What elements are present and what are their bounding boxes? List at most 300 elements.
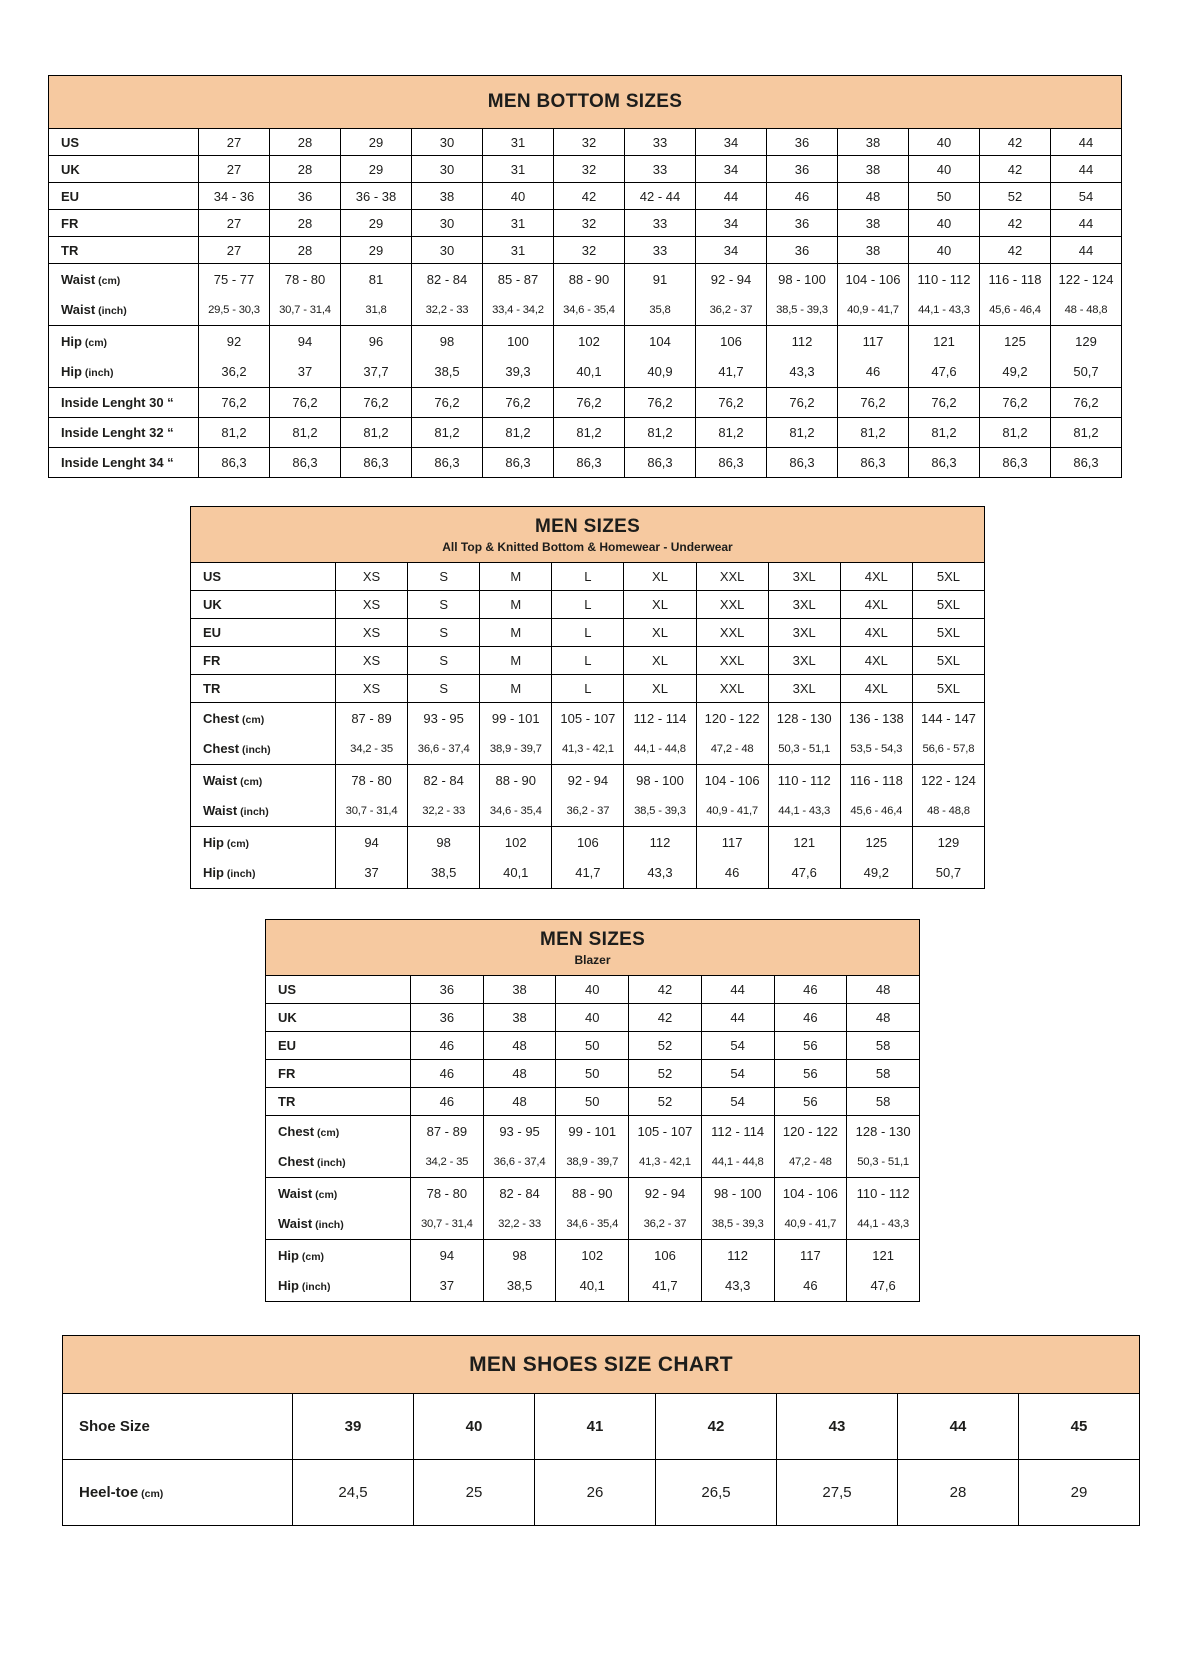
table-cell: 34 - 36	[199, 183, 270, 210]
table-cell: 43,3	[701, 1271, 774, 1302]
table-cell: 30	[412, 129, 483, 156]
table-cell: 86,3	[341, 448, 412, 478]
row-label	[191, 734, 336, 765]
row-label	[191, 827, 336, 858]
table-cell: 110 - 112	[909, 264, 980, 295]
table-row	[191, 619, 985, 647]
table-cell: 38	[838, 237, 909, 264]
table-cell: 76,2	[412, 388, 483, 418]
row-label-unit: (inch)	[237, 806, 269, 819]
table-cell: 76,2	[696, 388, 767, 418]
men-bottom-sizes-table	[48, 75, 1122, 478]
table-cell: 46	[411, 1032, 484, 1060]
table-cell: 38	[838, 210, 909, 237]
row-label-unit: (cm)	[95, 274, 121, 287]
table-row	[191, 591, 985, 619]
table-cell: 76,2	[838, 388, 909, 418]
row-label	[266, 1004, 411, 1032]
table-cell: 81,2	[909, 418, 980, 448]
table-cell: 87 - 89	[336, 703, 408, 734]
table-cell: 98	[412, 326, 483, 357]
table-cell: 42	[980, 156, 1051, 183]
table-cell: 25	[414, 1460, 535, 1526]
table-cell: 86,3	[412, 448, 483, 478]
table-row	[49, 156, 1122, 183]
table-cell: 98 - 100	[701, 1178, 774, 1209]
table-cell: 46	[411, 1060, 484, 1088]
table-cell: 81,2	[838, 418, 909, 448]
row-label-text: UK	[203, 597, 222, 612]
table-cell: 38	[412, 183, 483, 210]
table-cell: 128 - 130	[847, 1116, 920, 1147]
table-cell: 42	[980, 237, 1051, 264]
table-cell: 37	[270, 357, 341, 388]
table-cell: 44	[1051, 210, 1122, 237]
table-cell: 86,3	[554, 448, 625, 478]
table-cell: L	[552, 619, 624, 647]
table-cell: 91	[625, 264, 696, 295]
table-cell: 37	[336, 858, 408, 889]
table-cell: 104	[625, 326, 696, 357]
table-row	[49, 388, 1122, 418]
table-cell: XXL	[696, 675, 768, 703]
table-cell: 121	[909, 326, 980, 357]
table-cell: 34	[696, 210, 767, 237]
table-cell: 30	[412, 156, 483, 183]
table-cell: 27	[199, 156, 270, 183]
table-cell: 48 - 48,8	[1051, 295, 1122, 326]
table-cell: 92 - 94	[629, 1178, 702, 1209]
table-cell: 48	[847, 976, 920, 1004]
row-label	[49, 156, 199, 183]
table-cell: 30	[412, 237, 483, 264]
table-cell: 40,9	[625, 357, 696, 388]
table-cell: 38,9 - 39,7	[480, 734, 552, 765]
table-cell: 24,5	[293, 1460, 414, 1526]
table-row	[266, 1240, 920, 1271]
table-cell: XXL	[696, 647, 768, 675]
table-cell: 48	[483, 1060, 556, 1088]
table-cell: 52	[629, 1032, 702, 1060]
table-cell: 40	[909, 156, 980, 183]
table-row	[266, 1060, 920, 1088]
table-cell: 98	[408, 827, 480, 858]
table-cell: 5XL	[912, 675, 984, 703]
table-cell: 32,2 - 33	[408, 796, 480, 827]
table-cell: 26,5	[656, 1460, 777, 1526]
row-label-unit: (cm)	[314, 1126, 340, 1139]
row-label	[191, 796, 336, 827]
row-label-text: TR	[203, 681, 221, 696]
table-cell: XS	[336, 647, 408, 675]
table-cell: 29	[341, 129, 412, 156]
table-cell: 33	[625, 129, 696, 156]
table-cell: 48	[847, 1004, 920, 1032]
table-cell: 88 - 90	[554, 264, 625, 295]
table-cell: 120 - 122	[774, 1116, 847, 1147]
table-cell: 3XL	[768, 619, 840, 647]
table-cell: 38,5 - 39,3	[624, 796, 696, 827]
table-cell: 33,4 - 34,2	[483, 295, 554, 326]
row-label-text: US	[61, 134, 80, 150]
table-row	[266, 1209, 920, 1240]
table-cell: 36	[767, 210, 838, 237]
table-cell: 42	[629, 1004, 702, 1032]
table-cell: 99 - 101	[480, 703, 552, 734]
table-row	[49, 295, 1122, 326]
table-cell: 30,7 - 31,4	[270, 295, 341, 326]
row-label-text: Chest	[278, 1154, 315, 1170]
table-cell: 38,5	[483, 1271, 556, 1302]
table-cell: 116 - 118	[840, 765, 912, 796]
row-label-text: FR	[61, 215, 79, 231]
row-label-unit: (inch)	[239, 744, 271, 757]
table-cell: 93 - 95	[483, 1116, 556, 1147]
table-row	[49, 418, 1122, 448]
row-label-text: Waist	[61, 271, 96, 287]
table-cell: 45,6 - 46,4	[980, 295, 1051, 326]
table-cell: S	[408, 591, 480, 619]
table-cell: 38	[838, 156, 909, 183]
row-label-text: Shoe Size	[79, 1418, 150, 1435]
table-cell: 81	[341, 264, 412, 295]
table-cell: 81,2	[625, 418, 696, 448]
table-cell: 46	[774, 1004, 847, 1032]
table-cell: 36	[767, 237, 838, 264]
table-cell: 76,2	[270, 388, 341, 418]
table-cell: 34,2 - 35	[336, 734, 408, 765]
table-cell: 86,3	[1051, 448, 1122, 478]
table-cell: 104 - 106	[838, 264, 909, 295]
table-cell: 112 - 114	[701, 1116, 774, 1147]
table-cell: 76,2	[199, 388, 270, 418]
table-cell: 88 - 90	[556, 1178, 629, 1209]
table-cell: 33	[625, 237, 696, 264]
table-cell: 56,6 - 57,8	[912, 734, 984, 765]
row-label-text: EU	[278, 1038, 297, 1053]
table-cell: 35,8	[625, 295, 696, 326]
table-row	[266, 1032, 920, 1060]
table-cell: 42	[980, 210, 1051, 237]
table-cell: 4XL	[840, 619, 912, 647]
table-cell: 50,7	[912, 858, 984, 889]
table-cell: 40,1	[480, 858, 552, 889]
table-cell: 47,2 - 48	[774, 1147, 847, 1178]
table-cell: 102	[554, 326, 625, 357]
table-cell: 31	[483, 237, 554, 264]
row-label	[49, 295, 199, 326]
table-cell: 34,2 - 35	[411, 1147, 484, 1178]
table-cell: 29,5 - 30,3	[199, 295, 270, 326]
row-label-text: TR	[61, 242, 79, 258]
row-label	[49, 264, 199, 295]
men-sizes-blazer-table	[265, 919, 920, 1302]
table-cell: 96	[341, 326, 412, 357]
table-cell: 102	[480, 827, 552, 858]
table-cell: XS	[336, 563, 408, 591]
table-cell: 98	[483, 1240, 556, 1271]
row-label	[49, 129, 199, 156]
table-cell: 42	[629, 976, 702, 1004]
table-cell: 40,1	[556, 1271, 629, 1302]
row-label	[266, 1271, 411, 1302]
table-cell: 48	[483, 1088, 556, 1116]
table-cell: 43,3	[624, 858, 696, 889]
table-cell: 32,2 - 33	[412, 295, 483, 326]
table-cell: 81,2	[483, 418, 554, 448]
table-row	[191, 563, 985, 591]
table-cell: 34,6 - 35,4	[556, 1209, 629, 1240]
table-cell: 78 - 80	[270, 264, 341, 295]
table-cell: XS	[336, 619, 408, 647]
table-cell: 38,5	[412, 357, 483, 388]
table-cell: 136 - 138	[840, 703, 912, 734]
table-cell: 105 - 107	[552, 703, 624, 734]
table-cell: 42	[656, 1394, 777, 1460]
table-cell: 40,9 - 41,7	[838, 295, 909, 326]
row-label	[191, 591, 336, 619]
table-cell: 27	[199, 129, 270, 156]
table-cell: 49,2	[980, 357, 1051, 388]
table-cell: 94	[411, 1240, 484, 1271]
table-cell: 4XL	[840, 563, 912, 591]
table-cell: 34,6 - 35,4	[480, 796, 552, 827]
table-cell: 44,1 - 43,3	[768, 796, 840, 827]
table-row	[49, 326, 1122, 357]
row-label-text: FR	[278, 1066, 296, 1081]
row-label	[49, 448, 199, 478]
row-label	[266, 1060, 411, 1088]
table-cell: S	[408, 619, 480, 647]
table-cell: 37	[411, 1271, 484, 1302]
row-label	[49, 183, 199, 210]
table-cell: 56	[774, 1088, 847, 1116]
table-cell: 50	[556, 1060, 629, 1088]
table-cell: 47,6	[909, 357, 980, 388]
table-row	[49, 237, 1122, 264]
table-row	[266, 1116, 920, 1147]
table-cell: 46	[696, 858, 768, 889]
table-cell: 36	[767, 156, 838, 183]
row-label	[191, 619, 336, 647]
row-label-text: UK	[278, 1010, 297, 1025]
table-cell: 81,2	[270, 418, 341, 448]
table-cell: 81,2	[1051, 418, 1122, 448]
row-label-text: FR	[203, 653, 221, 668]
table-cell: 106	[629, 1240, 702, 1271]
row-label-text: Waist	[61, 302, 96, 318]
row-label-unit: (inch)	[312, 1219, 344, 1232]
table-row	[49, 264, 1122, 295]
table-cell: 92	[199, 326, 270, 357]
row-label-unit: (inch)	[223, 868, 256, 881]
table-cell: 54	[701, 1032, 774, 1060]
table-title: MEN BOTTOM SIZES	[487, 91, 683, 112]
table-cell: 99 - 101	[556, 1116, 629, 1147]
table-cell: 30	[412, 210, 483, 237]
table-cell: 36	[411, 976, 484, 1004]
table-cell: 44,1 - 43,3	[909, 295, 980, 326]
row-label-text: Chest	[278, 1123, 315, 1139]
table-cell: 78 - 80	[336, 765, 408, 796]
table-cell: 45,6 - 46,4	[840, 796, 912, 827]
table-row	[191, 796, 985, 827]
table-cell: 4XL	[840, 675, 912, 703]
table-row	[63, 1394, 1140, 1460]
table-cell: 98 - 100	[767, 264, 838, 295]
row-label	[266, 1240, 411, 1271]
table-cell: 44	[1051, 237, 1122, 264]
table-cell: 5XL	[912, 591, 984, 619]
table-cell: 43	[777, 1394, 898, 1460]
row-label-text: Hip	[203, 834, 224, 850]
row-label-unit: (cm)	[81, 336, 108, 349]
table-cell: 36,2	[199, 357, 270, 388]
table-cell: 102	[556, 1240, 629, 1271]
table-cell: 52	[629, 1088, 702, 1116]
row-label	[266, 1116, 411, 1147]
table-cell: XXL	[696, 591, 768, 619]
table-cell: 44	[696, 183, 767, 210]
table-cell: 86,3	[270, 448, 341, 478]
table-row	[191, 647, 985, 675]
table-cell: 106	[552, 827, 624, 858]
table-cell: 81,2	[980, 418, 1051, 448]
table-cell: 86,3	[767, 448, 838, 478]
table-cell: 76,2	[625, 388, 696, 418]
row-label	[63, 1394, 293, 1460]
table-cell: 38	[838, 129, 909, 156]
table-cell: 39	[293, 1394, 414, 1460]
table-cell: 44	[701, 976, 774, 1004]
table-cell: 28	[898, 1460, 1019, 1526]
table-cell: 31	[483, 129, 554, 156]
row-label	[266, 976, 411, 1004]
men-bottom-sizes-header	[49, 76, 1122, 129]
table-row	[266, 1004, 920, 1032]
table-cell: 40	[556, 1004, 629, 1032]
table-cell: 50	[556, 1088, 629, 1116]
table-cell: 117	[838, 326, 909, 357]
table-cell: XL	[624, 619, 696, 647]
table-cell: 86,3	[696, 448, 767, 478]
table-cell: 43,3	[767, 357, 838, 388]
row-label-text: Chest	[203, 741, 240, 757]
table-cell: 116 - 118	[980, 264, 1051, 295]
table-row	[49, 210, 1122, 237]
table-cell: 122 - 124	[912, 765, 984, 796]
table-cell: 41	[535, 1394, 656, 1460]
table-cell: 110 - 112	[847, 1178, 920, 1209]
table-cell: 112	[767, 326, 838, 357]
table-cell: 94	[336, 827, 408, 858]
table-cell: 58	[847, 1088, 920, 1116]
table-cell: 36,2 - 37	[696, 295, 767, 326]
row-label-text: Waist	[203, 803, 238, 819]
table-cell: 5XL	[912, 563, 984, 591]
table-cell: XL	[624, 647, 696, 675]
table-cell: 105 - 107	[629, 1116, 702, 1147]
table-cell: 5XL	[912, 647, 984, 675]
table-cell: 28	[270, 237, 341, 264]
table-cell: 81,2	[341, 418, 412, 448]
row-label-unit: (cm)	[312, 1188, 338, 1201]
row-label	[49, 418, 199, 448]
table-cell: 36,2 - 37	[552, 796, 624, 827]
table-cell: L	[552, 591, 624, 619]
table-cell: 121	[768, 827, 840, 858]
table-cell: 53,5 - 54,3	[840, 734, 912, 765]
table-cell: L	[552, 675, 624, 703]
table-cell: 38	[483, 1004, 556, 1032]
table-cell: 86,3	[199, 448, 270, 478]
row-label	[49, 210, 199, 237]
table-cell: 48 - 48,8	[912, 796, 984, 827]
table-cell: 78 - 80	[411, 1178, 484, 1209]
table-cell: 81,2	[554, 418, 625, 448]
table-cell: 125	[980, 326, 1051, 357]
table-cell: 92 - 94	[552, 765, 624, 796]
table-cell: 41,3 - 42,1	[629, 1147, 702, 1178]
table-cell: 56	[774, 1060, 847, 1088]
row-label-text: Hip	[203, 865, 224, 881]
table-cell: 37,7	[341, 357, 412, 388]
row-label	[49, 237, 199, 264]
table-cell: 3XL	[768, 675, 840, 703]
table-title: MEN SHOES SIZE CHART	[469, 1352, 733, 1376]
row-label	[191, 563, 336, 591]
row-label-unit: (cm)	[138, 1488, 164, 1500]
table-cell: 88 - 90	[480, 765, 552, 796]
table-cell: 46	[774, 1271, 847, 1302]
row-label-text: Hip	[61, 333, 82, 349]
table-row	[191, 675, 985, 703]
table-cell: 54	[1051, 183, 1122, 210]
table-row	[49, 357, 1122, 388]
table-cell: 38,5	[408, 858, 480, 889]
table-cell: 86,3	[909, 448, 980, 478]
table-cell: 58	[847, 1060, 920, 1088]
table-row	[266, 1178, 920, 1209]
table-cell: 117	[774, 1240, 847, 1271]
table-cell: 34	[696, 129, 767, 156]
table-cell: L	[552, 563, 624, 591]
table-cell: 112	[701, 1240, 774, 1271]
row-label-text: UK	[61, 161, 80, 177]
table-cell: 28	[270, 210, 341, 237]
table-cell: 27	[199, 237, 270, 264]
row-label-unit: (cm)	[223, 837, 250, 850]
row-label	[49, 326, 199, 357]
table-cell: 86,3	[838, 448, 909, 478]
table-cell: 32,2 - 33	[483, 1209, 556, 1240]
table-cell: 28	[270, 156, 341, 183]
table-cell: 41,7	[629, 1271, 702, 1302]
row-label	[266, 1178, 411, 1209]
table-cell: 27	[199, 210, 270, 237]
table-cell: 38,5 - 39,3	[701, 1209, 774, 1240]
table-header-row	[266, 920, 920, 976]
table-cell: M	[480, 675, 552, 703]
table-cell: 29	[341, 156, 412, 183]
table-header-row	[49, 76, 1122, 129]
table-row	[49, 448, 1122, 478]
table-row	[266, 1271, 920, 1302]
table-cell: 121	[847, 1240, 920, 1271]
table-cell: 82 - 84	[408, 765, 480, 796]
table-cell: M	[480, 619, 552, 647]
table-cell: 54	[701, 1088, 774, 1116]
